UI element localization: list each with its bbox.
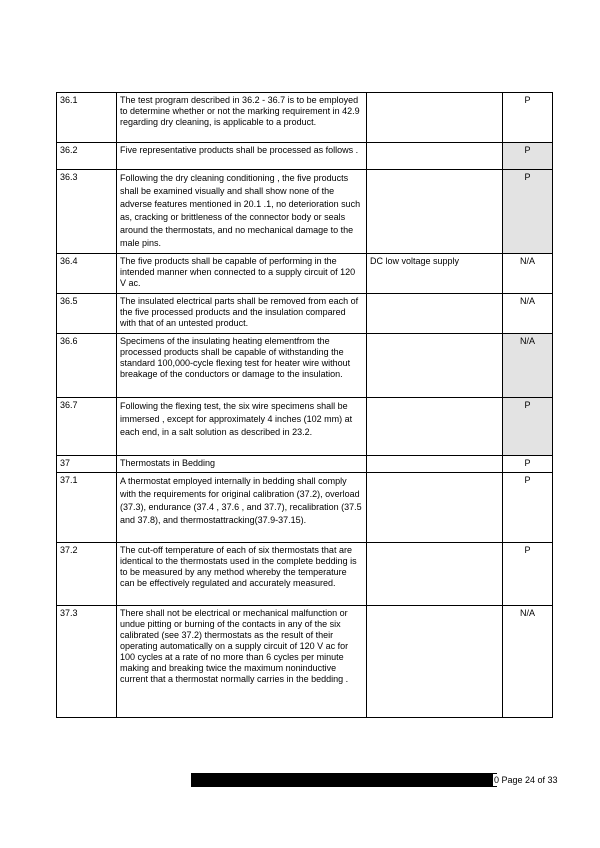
- page-footer: [191, 773, 558, 787]
- clause-cell: 36.5: [57, 294, 117, 334]
- clause-cell: 36.7: [57, 398, 117, 456]
- verdict-cell: P: [503, 143, 553, 170]
- remark-cell: [367, 334, 503, 398]
- remark-cell: [367, 294, 503, 334]
- verdict-cell: N/A: [503, 334, 553, 398]
- table-row: [57, 398, 553, 456]
- clause-cell: 36.1: [57, 93, 117, 143]
- table-row: [57, 93, 553, 143]
- remark-cell: [367, 93, 503, 143]
- clause-cell: 36.3: [57, 170, 117, 254]
- remark-cell: [367, 143, 503, 170]
- requirement-cell: The five products shall be capable of performing in the intended manner when connected to a supply circuit of 120 V ac.: [117, 254, 367, 294]
- clause-cell: 37.1: [57, 473, 117, 543]
- table-row: [57, 143, 553, 170]
- verdict-cell: P: [503, 456, 553, 473]
- table-row: [57, 473, 553, 543]
- requirement-cell: A thermostat employed internally in bedding shall comply with the requirements for original calibration (37.2), overload (37.3), endurance (37.4 , 37.6 , and 37.7), recalibration (37.5 and 37.8), and thermostattracking(37.9-37.15).: [117, 473, 367, 543]
- remark-cell: [367, 456, 503, 473]
- requirement-cell: There shall not be electrical or mechanical malfunction or undue pitting or burning of the contacts in any of the six calibrated (see 37.2) thermostats as the result of their operating automatically on a supply circuit of 120 V ac for 100 cycles at a rate of no more than 6 cycles per minute making and breaking twice the maximum noninductive current that a thermostat normally carries in the bedding .: [117, 606, 367, 718]
- table-row: [57, 254, 553, 294]
- remark-cell: [367, 543, 503, 606]
- requirement-cell: The test program described in 36.2 - 36.7 is to be employed to determine whether or not the marking requirement in 42.9 regarding dry cleaning, is applicable to a product.: [117, 93, 367, 143]
- requirement-cell: Following the flexing test, the six wire specimens shall be immersed , except for approximately 4 inches (102 mm) at each end, in a salt solution as described in 23.2.: [117, 398, 367, 456]
- remark-cell: DC low voltage supply: [367, 254, 503, 294]
- requirement-cell: Thermostats in Bedding: [117, 456, 367, 473]
- remark-cell: [367, 170, 503, 254]
- clause-cell: 37.3: [57, 606, 117, 718]
- table-row: [57, 456, 553, 473]
- remark-cell: [367, 398, 503, 456]
- clause-cell: 37: [57, 456, 117, 473]
- remark-cell: [367, 473, 503, 543]
- requirement-cell: Specimens of the insulating heating elementfrom the processed products shall be capable of withstanding the standard 100,000-cycle flexing test for heater wire without breakage of the conductors or damage to the insulation.: [117, 334, 367, 398]
- redaction-bar: [191, 773, 497, 787]
- page-number: 0 Page 24 of 33: [494, 775, 558, 785]
- verdict-cell: P: [503, 93, 553, 143]
- table-row: [57, 606, 553, 718]
- requirement-cell: The insulated electrical parts shall be removed from each of the five processed products and the insulation compared with that of an untested product.: [117, 294, 367, 334]
- requirement-cell: Following the dry cleaning conditioning , the five products shall be examined visually and shall show none of the adverse features mentioned in 20.1 .1, no deterioration such as, cracking or brittleness of the connector body or seals around the thermostats, and no mechanical damage to the male pins.: [117, 170, 367, 254]
- verdict-cell: N/A: [503, 294, 553, 334]
- verdict-cell: P: [503, 170, 553, 254]
- verdict-cell: N/A: [503, 254, 553, 294]
- table-row: [57, 334, 553, 398]
- requirement-cell: The cut-off temperature of each of six thermostats that are identical to the thermostats used in the complete bedding is to be measured by any method whereby the temperature can be effectively regulated and accurately measured.: [117, 543, 367, 606]
- clause-cell: 36.6: [57, 334, 117, 398]
- clause-cell: 36.2: [57, 143, 117, 170]
- table-row: [57, 294, 553, 334]
- table-row: [57, 543, 553, 606]
- verdict-cell: P: [503, 473, 553, 543]
- verdict-cell: P: [503, 398, 553, 456]
- verdict-cell: N/A: [503, 606, 553, 718]
- report-table: [56, 92, 553, 718]
- remark-cell: [367, 606, 503, 718]
- clause-cell: 37.2: [57, 543, 117, 606]
- table-row: [57, 170, 553, 254]
- requirement-cell: Five representative products shall be processed as follows .: [117, 143, 367, 170]
- verdict-cell: P: [503, 543, 553, 606]
- clause-cell: 36.4: [57, 254, 117, 294]
